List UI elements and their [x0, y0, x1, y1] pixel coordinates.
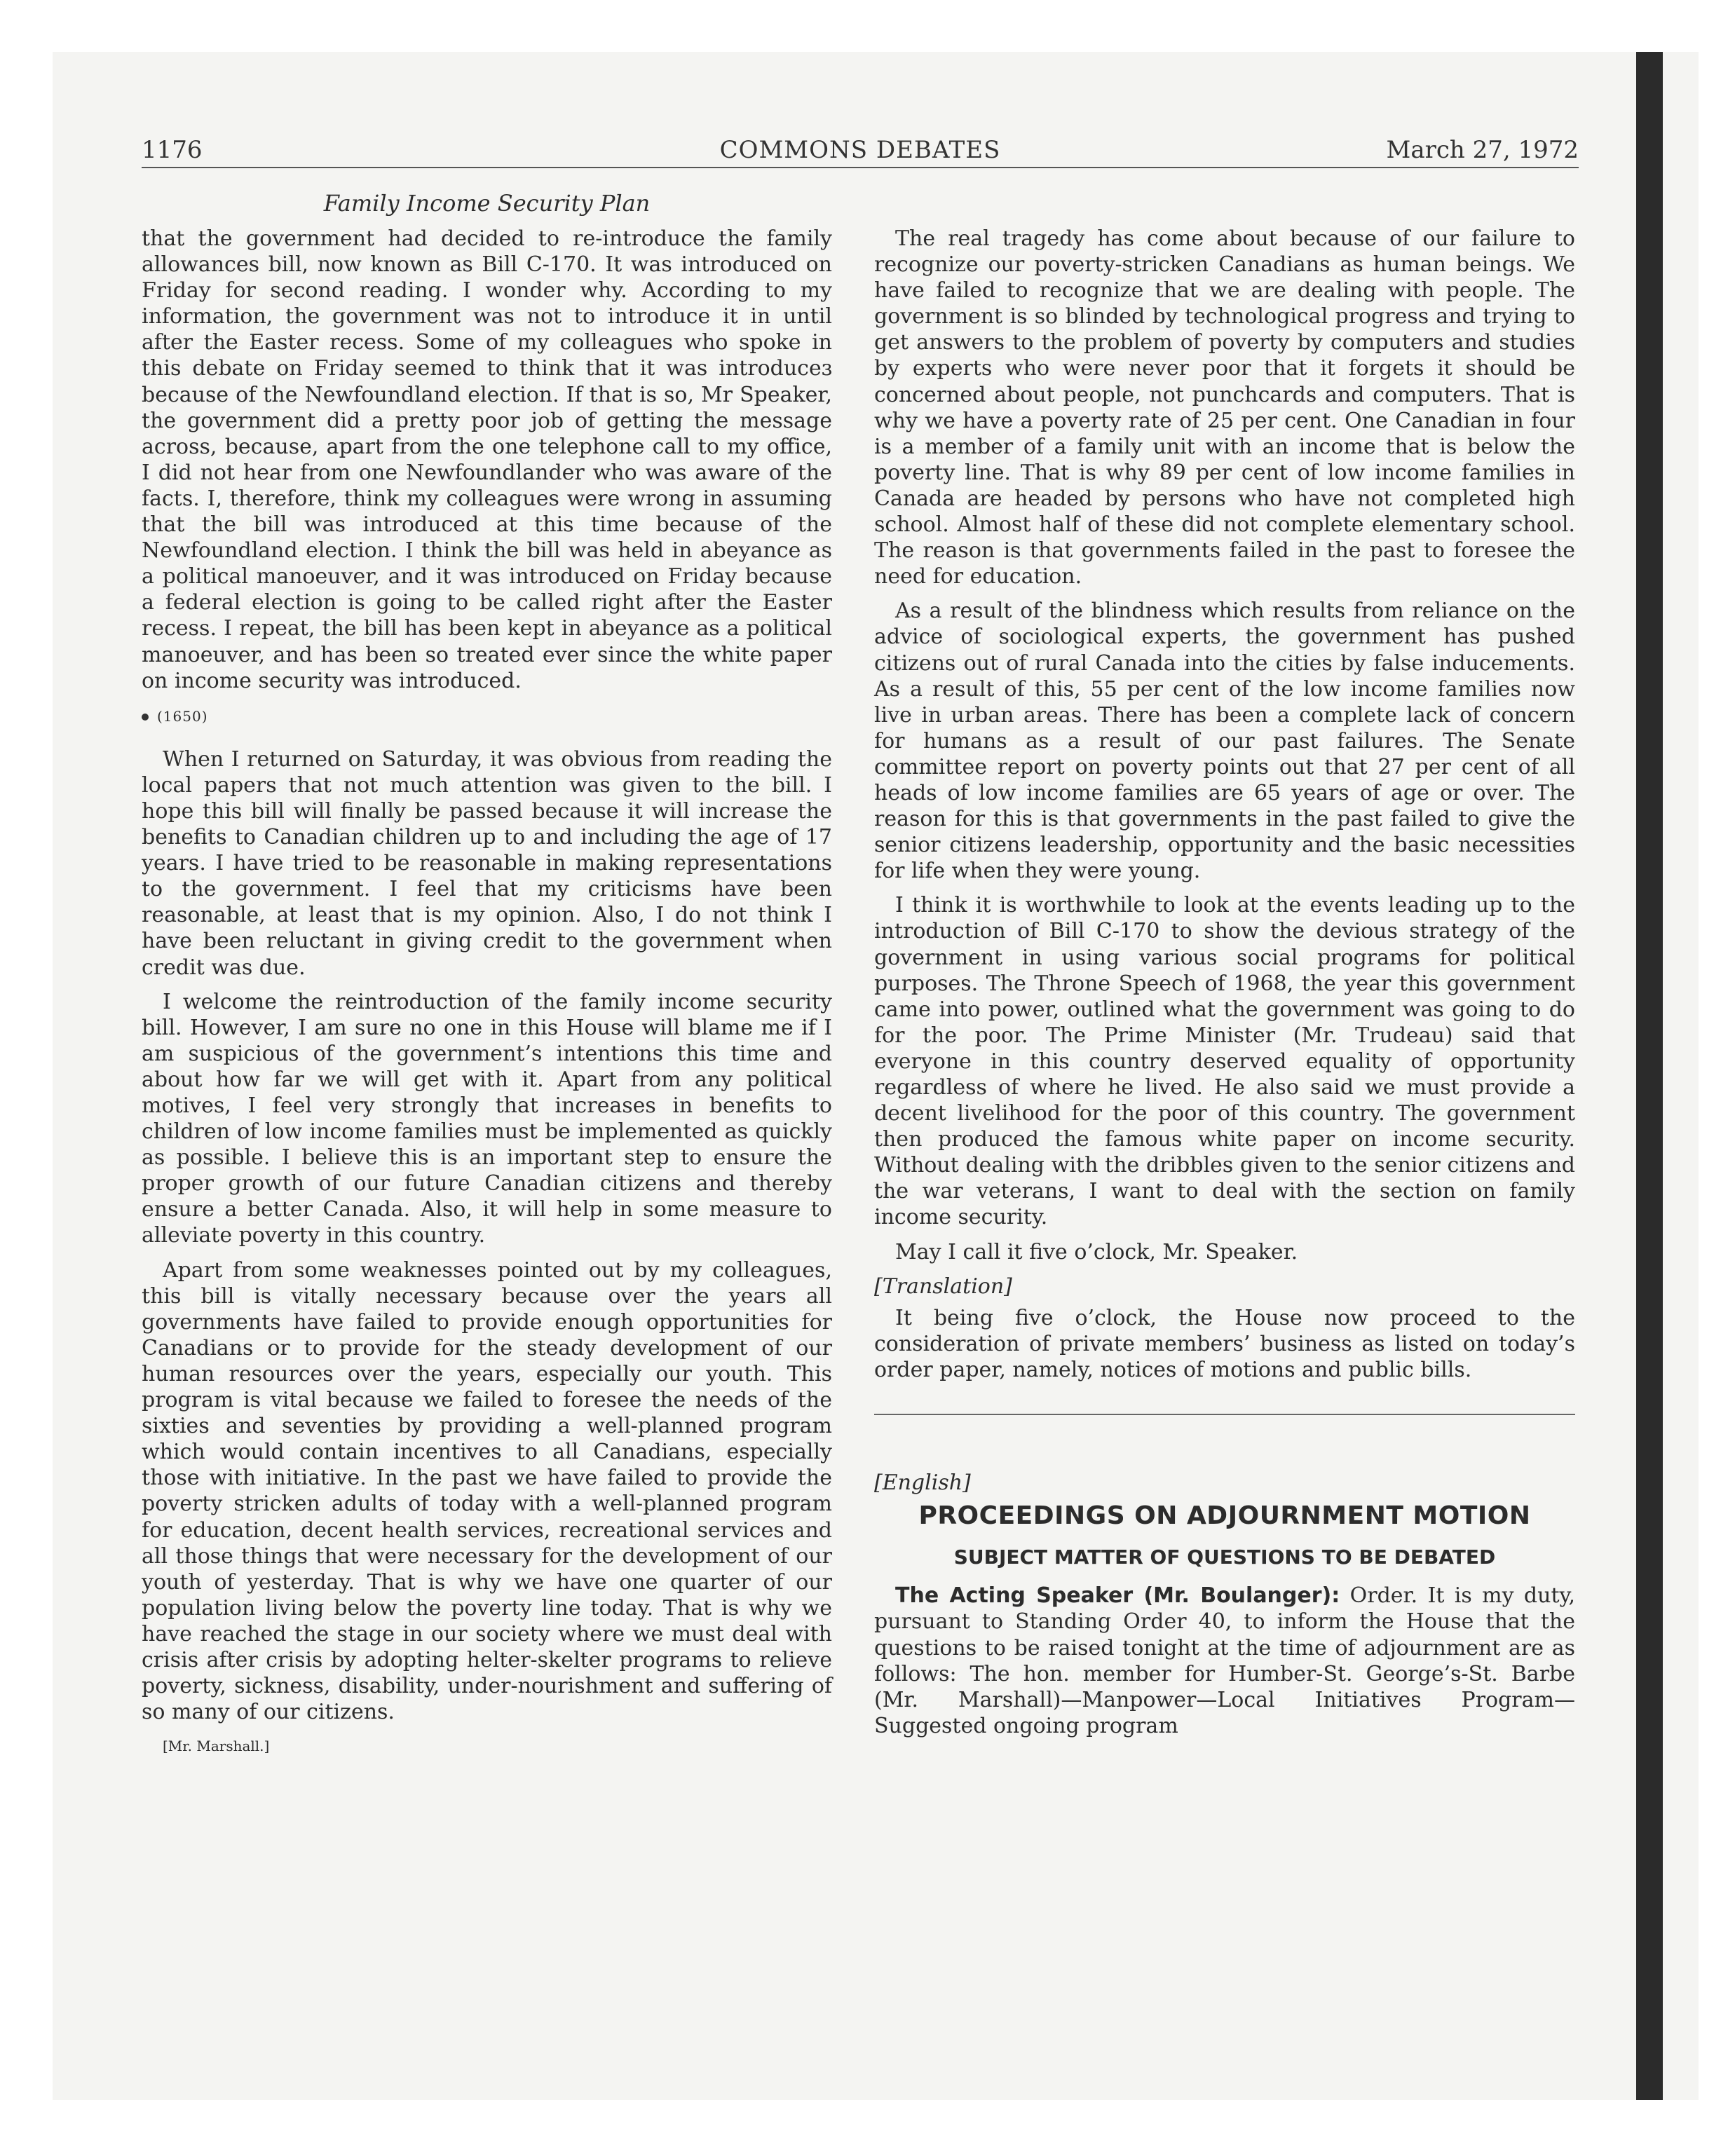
time-marker [142, 704, 832, 730]
paragraph: I think it is worthwhile to look at the events leading up to the introduction of Bill C-170 to show the devious strategy of the government in using various social programs for political purposes. The Throne Speech of 1968, the year this government came into power, outlined what the government was going to do for the poor. The Prime Minister (Mr. Trudeau) said that everyone in this country deserved equality of opportunity regardless of where he lived. He also said we must provide a decent livelihood for the poor of this country. The government then produced the famous white paper on income security. Without dealing with the dribbles given to the senior citizens and the war veterans, I want to deal with the section on family income security. [874, 893, 1575, 1230]
page-number: 1176 [142, 136, 203, 164]
paragraph: It being five o’clock, the House now proceed to the consideration of private members’ business as listed on today’s order paper, namely, notices of motions and public bills. [874, 1305, 1575, 1382]
right-column [874, 226, 1575, 1747]
language-tag: [English] [874, 1471, 971, 1496]
publication-title: COMMONS DEBATES [719, 136, 1001, 164]
header-rule [142, 167, 1579, 168]
section-subheading: SUBJECT MATTER OF QUESTIONS TO BE DEBATED [953, 1546, 1496, 1569]
paragraph: When I returned on Saturday, it was obvious from reading the local papers that not much attention was given to the bill. I hope this bill will finally be passed because it will increase the benefits to Canadian children up to and including the age of 17 years. I have tried to be reasonable in making representations to the government. I feel that my criticisms have been reasonable, at least that is my opinion. Also, I do not think I have been reluctant in giving credit to the government when credit was due. [142, 746, 832, 980]
translation-tag: [Translation] [874, 1274, 1012, 1299]
paragraph: that the government had decided to re-introduce the family allowances bill, now known as Bill C-170. It was introduced on Friday for second reading. I wonder why. According to my information, the government was not to introduce it in until after the Easter recess. Some of my colleagues who spoke in this debate on Friday seemed to think that it was introduceɜ because of the Newfoundland election. If that is so, Mr Speaker, the government did a pretty poor job of getting the message across, because, apart from the one telephone call to my office, I did not hear from one Newfoundlander who was aware of the facts. I, therefore, think my colleagues were wrong in assuming that the bill was introduced at this time because of the Newfoundland election. I think the bill was held in abeyance as a political manoeuver, and it was introduced on Friday because a federal election is going to be called right after the Easter recess. I repeat, the bill has been kept in abeyance as a political manoeuver, and has been so treated ever since the white paper on income security was introduced. [142, 226, 832, 693]
bullet-icon [142, 714, 149, 721]
running-head: Family Income Security Plan [323, 190, 651, 217]
header-date: March 27, 1972 [1386, 136, 1579, 164]
speaker-text: Order. It is my duty, pursuant to Standing Order 40, to inform the House that the questions to be raised tonight at the time of adjournment are as follows: The hon. member for Humber-St. George’s-St. Barbe (Mr. Marshall)—Manpower—Local Initiatives Program—Suggested ongoing program [874, 1583, 1575, 1738]
speaker-attribution: [Mr. Marshall.] [163, 1738, 270, 1755]
time-marker-text: (1650) [157, 707, 208, 725]
speaker-paragraph [874, 1583, 1575, 1739]
left-column [142, 226, 832, 1759]
paragraph: Apart from some weaknesses pointed out by my colleagues, this bill is vitally necessary because over the years all governments have failed to provide enough opportunities for Canadians or to provide for the steady development of our human resources over the years, especially our youth. This program is vital because we failed to foresee the needs of the sixties and seventies by providing a well-planned program which would contain incentives to all Canadians, especially those with initiative. In the past we have failed to provide the poverty stricken adults of today with a well-planned program for education, decent health services, recreational services and all those things that were necessary for the development of our youth of yesterday. That is why we have one quarter of our population living below the poverty line today. That is why we have reached the stage in our society where we must deal with crisis after crisis by adopting helter-skelter programs to relieve poverty, sickness, disability, under-nourishment and suffering of so many of our citizens. [142, 1257, 832, 1725]
section-heading: PROCEEDINGS ON ADJOURNMENT MOTION [918, 1501, 1531, 1531]
section-divider [874, 1414, 1575, 1415]
paragraph: The real tragedy has come about because of our failure to recognize our poverty-stricken Canadians as human beings. We have failed to recognize that we are dealing with people. The government is so blinded by technological progress and trying to get answers to the problem of poverty by computers and studies by experts who were never poor that it forgets it should be concerned about people, not punchcards and computers. That is why we have a poverty rate of 25 per cent. One Canadian in four is a member of a family unit with an income that is below the poverty line. That is why 89 per cent of low income families in Canada are headed by persons who have not completed high school. Almost half of these did not complete elementary school. The reason is that governments failed in the past to foresee the need for education. [874, 226, 1575, 589]
paragraph: I welcome the reintroduction of the family income security bill. However, I am sure no one in this House will blame me if I am suspicious of the government’s intentions this time and about how far we will get with it. Apart from any political motives, I feel very strongly that increases in benefits to children of low income families must be implemented as quickly as possible. I believe this is an important step to ensure the proper growth of our future Canadian citizens and thereby ensure a better Canada. Also, it will help in some measure to alleviate poverty in this country. [142, 989, 832, 1248]
page-header [142, 136, 1579, 170]
paragraph: As a result of the blindness which results from reliance on the advice of sociological experts, the government has pushed citizens out of rural Canada into the cities by false inducements. As a result of this, 55 per cent of the low income families now live in urban areas. There has been a complete lack of concern for humans as a result of our past failures. The Senate committee report on poverty points out that 27 per cent of all heads of low income families are 65 years of age or over. The reason for this is that governments in the past failed to give the senior citizens leadership, opportunity and the basic necessities for life when they were young. [874, 599, 1575, 884]
scan-edge-shadow [1636, 52, 1663, 2100]
paragraph: May I call it five o’clock, Mr. Speaker. [895, 1239, 1298, 1264]
speaker-name: The Acting Speaker (Mr. Boulanger): [895, 1583, 1340, 1609]
